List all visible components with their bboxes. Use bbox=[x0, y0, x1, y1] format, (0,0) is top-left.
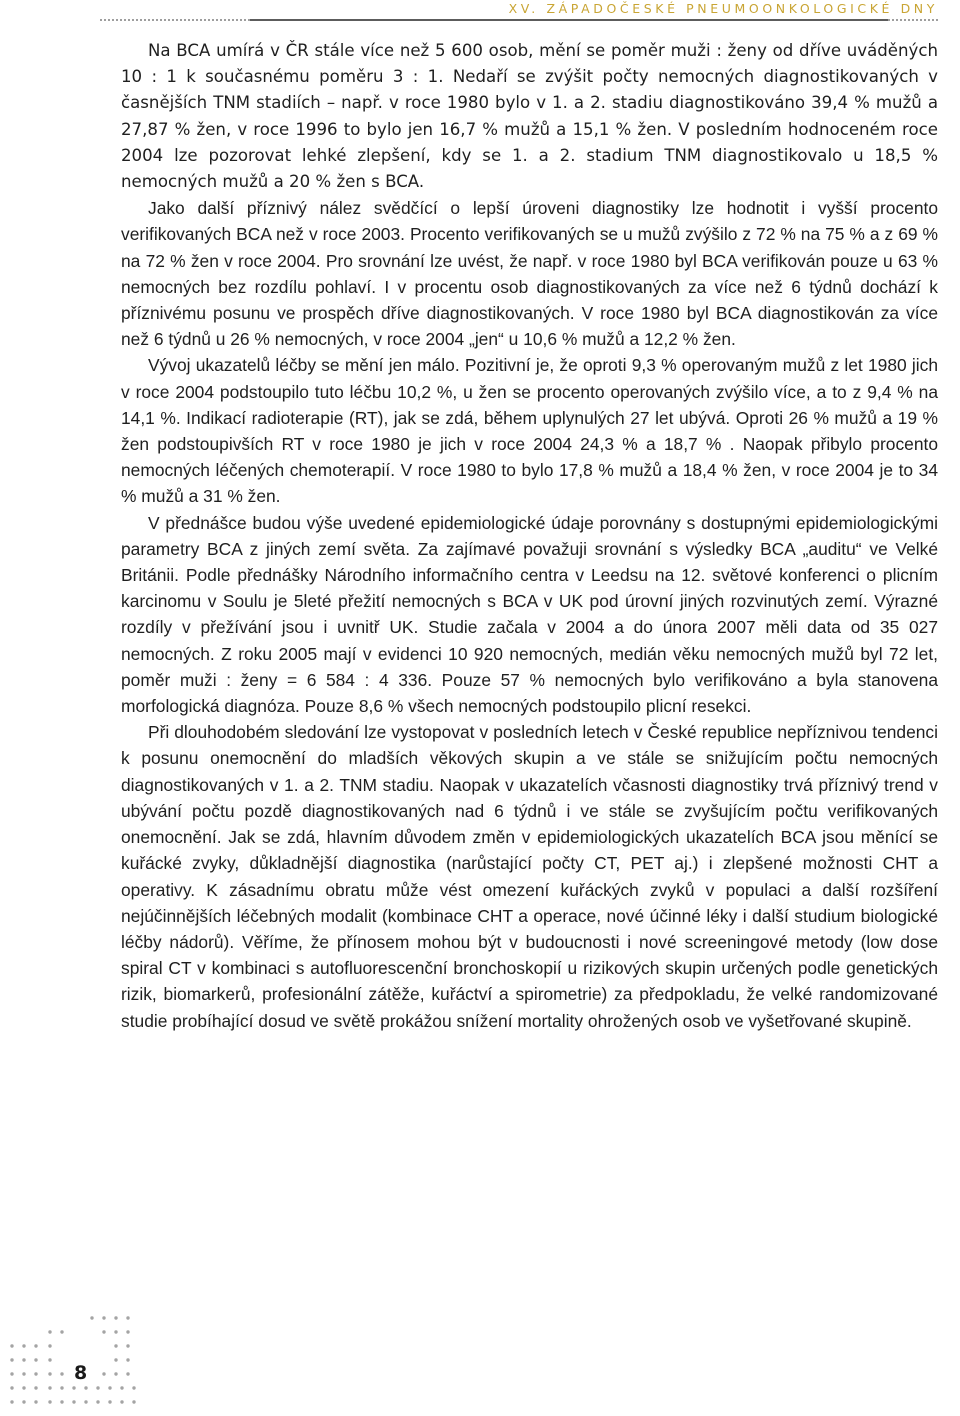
ornament-dot bbox=[22, 1372, 25, 1375]
ornament-dot bbox=[90, 1316, 93, 1319]
ornament-dot bbox=[60, 1400, 63, 1403]
ornament-dot bbox=[84, 1386, 87, 1389]
ornament-dot bbox=[132, 1400, 135, 1403]
ornament-dot bbox=[108, 1400, 111, 1403]
running-header bbox=[100, 0, 938, 26]
paragraph-treatment: Vývoj ukazatelů léčby se mění jen málo. Pozitivní je, že oproti 9,3 % operovaným mužů z let 1980 jich v roce 2004 podstoupilo tuto léčbu 10,2 %, u žen se procento operovaných zvýšilo více, a to z 9,4 % na 14,1 %. Indikací radioterapie (RT), jak se zdá, během uplynulých 27 let ubývá. Oproti 26 % mužů a 19 % žen podstoupivších RT v roce 1980 je jich v roce 2004 24,3 % a 18,7 % . Naopak přibylo procento nemocných léčených chemoterapií. V roce 1980 to bylo 17,8 % mužů a 18,4 % žen, v roce 2004 je to 34 % mužů a 31 % žen. bbox=[121, 355, 938, 507]
paragraph-conclusion: Při dlouhodobém sledování lze vystopovat v posledních letech v České republice nepříznivou tendenci k posunu onemocnění do mladších věkových skupin a ve stále se snižujícím počtu nemocných diagnostikovaných v 1. a 2. TNM stadiu. Naopak v ukazatelích včasnosti diagnostiky trvá příznivý trend v ubývání počtu pozdě diagnostikovaných nad 6 týdnů i ve stále se zvyšujícím počtu verifikovaných onemocnění. Jak se zdá, hlavním důvodem změn v epidemiologických ukazatelích BCA jsou měnící se kuřácké zvyky, důkladnější diagnostika (narůstající počty CT, PET aj.) i zlepšené možnosti CHT a operativy. K zásadnímu obratu může vést omezení kuřáckých zvyků v populaci a další rozšíření nejúčinnějších léčebných modalit (kombinace CHT a operace, nové účinné léky i další studium biologické léčby nádorů). Věříme, že přínosem mohou být v budoucnosti i nové screeningové metody (low dose spiral CT v kombinaci s autofluorescenční bronchoskopií u rizikových skupin určených podle genetických rizik, biomarkerů, profesionální zátěže, kuřáctví a spirometrie) za předpokladu, že velké randomizované studie probíhající dosud ve světě prokážou snížení mortality ohrožených osob ve vyšetřované skupině. bbox=[121, 722, 938, 1031]
ornament-dot bbox=[126, 1330, 129, 1333]
ornament-dot bbox=[10, 1372, 13, 1375]
paragraph-verification: Jako další příznivý nález svědčící o lepší úroveni diagnostiky lze hodnotit i vyšší procento verifikovaných BCA než v roce 2003. Procento verifikovaných se u mužů zvýšilo z 72 % na 75 % a z 69 % na 72 % žen v roce 2004. Pro srovnání lze uvést, že např. v roce 1980 byl BCA verifikován pouze u 63 % nemocných bez rozdílu pohlaví. I v procentu osob diagnostikovaných za více než 6 týdnů dochází k příznivému posunu ve prospěch dříve diagnostikovaných. V roce 1980 byl BCA diagnostikován za více než 6 týdnů u 26 % nemocných, v roce 2004 „jen“ u 10,6 % mužů a 12,2 % žen. bbox=[121, 198, 938, 350]
ornament-dot bbox=[72, 1400, 75, 1403]
ornament-dot bbox=[10, 1344, 13, 1347]
ornament-dot bbox=[114, 1330, 117, 1333]
ornament-dot bbox=[22, 1386, 25, 1389]
ornament-dot bbox=[102, 1372, 105, 1375]
ornament-dot bbox=[60, 1386, 63, 1389]
ornament-dot bbox=[102, 1316, 105, 1319]
ornament-dot bbox=[34, 1386, 37, 1389]
ornament-dot bbox=[48, 1358, 51, 1361]
ornament-dot bbox=[10, 1386, 13, 1389]
ornament-dot bbox=[10, 1358, 13, 1361]
ornament-dot bbox=[96, 1400, 99, 1403]
ornament-dot bbox=[84, 1400, 87, 1403]
running-title: XV. ZÁPADOČESKÉ PNEUMOONKOLOGICKÉ DNY bbox=[508, 1, 938, 16]
ornament-dot bbox=[96, 1386, 99, 1389]
ornament-dot bbox=[114, 1358, 117, 1361]
article-body bbox=[121, 38, 938, 1034]
page-number: 8 bbox=[74, 1362, 88, 1384]
ornament-dot bbox=[48, 1386, 51, 1389]
ornament-dot bbox=[126, 1372, 129, 1375]
ornament-dot bbox=[22, 1400, 25, 1403]
ornament-dot bbox=[126, 1316, 129, 1319]
ornament-dot bbox=[108, 1386, 111, 1389]
ornament-dot bbox=[48, 1400, 51, 1403]
paragraph-international-comparison: V přednášce budou výše uvedené epidemiologické údaje porovnány s dostupnými epidemiologickými parametry BCA z jiných zemí světa. Za zajímavé považuji srovnání s výsledky BCA „auditu“ ve Velké Británii. Podle přednášky Národního informačního centra v Leedsu na 12. světové konferenci o plicním karcinomu v Soulu je 5leté přežití nemocných s BCA v UK pod úrovní jiných rozvinutých zemí. Výrazné rozdíly v přežívání jsou i uvnitř UK. Studie začala v 2004 a do února 2007 měli data od 35 027 nemocných. Z roku 2005 mají v evidenci 10 920 nemocných, medián věku nemocných mužů byl 72 let, poměr muži : ženy = 6 584 : 4 336. Pouze 57 % nemocných bylo verifikováno a byla stanovena morfologická diagnóza. Pouze 8,6 % všech nemocných podstoupilo plicní resekci. bbox=[121, 512, 938, 717]
ornament-dot bbox=[48, 1344, 51, 1347]
ornament-dot bbox=[34, 1344, 37, 1347]
dotted-grid-ornament-icon bbox=[0, 1310, 138, 1416]
ornament-dot bbox=[126, 1358, 129, 1361]
ornament-dot bbox=[34, 1358, 37, 1361]
ornament-dot bbox=[132, 1386, 135, 1389]
ornament-dot bbox=[114, 1316, 117, 1319]
ornament-dot bbox=[10, 1400, 13, 1403]
ornament-dot bbox=[114, 1344, 117, 1347]
ornament-dot bbox=[34, 1372, 37, 1375]
ornament-dot bbox=[102, 1330, 105, 1333]
paragraph-incidence: Na BCA umírá v ČR stále více než 5 600 osob, mění se poměr muži : ženy od dříve uváděných 10 : 1 k současnému poměru 3 : 1. Nedaří se zvýšit počty nemocných diagnostikovaných v časnějších TNM stadiích – např. v roce 1980 bylo v 1. a 2. stadiu diagnostikováno 39,4 % mužů a 27,87 % žen, v roce 1996 to bylo jen 16,7 % mužů a 15,1 % žen. V posledním hodnoceném roce 2004 lze pozorovat lehké zlepšení, kdy se 1. a 2. stadium TNM diagnostikovalo u 18,5 % nemocných mužů a 20 % žen s BCA. bbox=[121, 41, 938, 192]
ornament-dot bbox=[126, 1344, 129, 1347]
ornament-dot bbox=[48, 1330, 51, 1333]
header-solid-rule bbox=[250, 19, 888, 21]
ornament-dot bbox=[22, 1344, 25, 1347]
ornament-dot bbox=[34, 1400, 37, 1403]
ornament-dot bbox=[120, 1400, 123, 1403]
ornament-dot bbox=[114, 1372, 117, 1375]
ornament-dot bbox=[22, 1358, 25, 1361]
ornament-dot bbox=[72, 1386, 75, 1389]
ornament-dot bbox=[60, 1372, 63, 1375]
ornament-dot bbox=[120, 1386, 123, 1389]
ornament-dot bbox=[48, 1372, 51, 1375]
ornament-dot bbox=[60, 1330, 63, 1333]
